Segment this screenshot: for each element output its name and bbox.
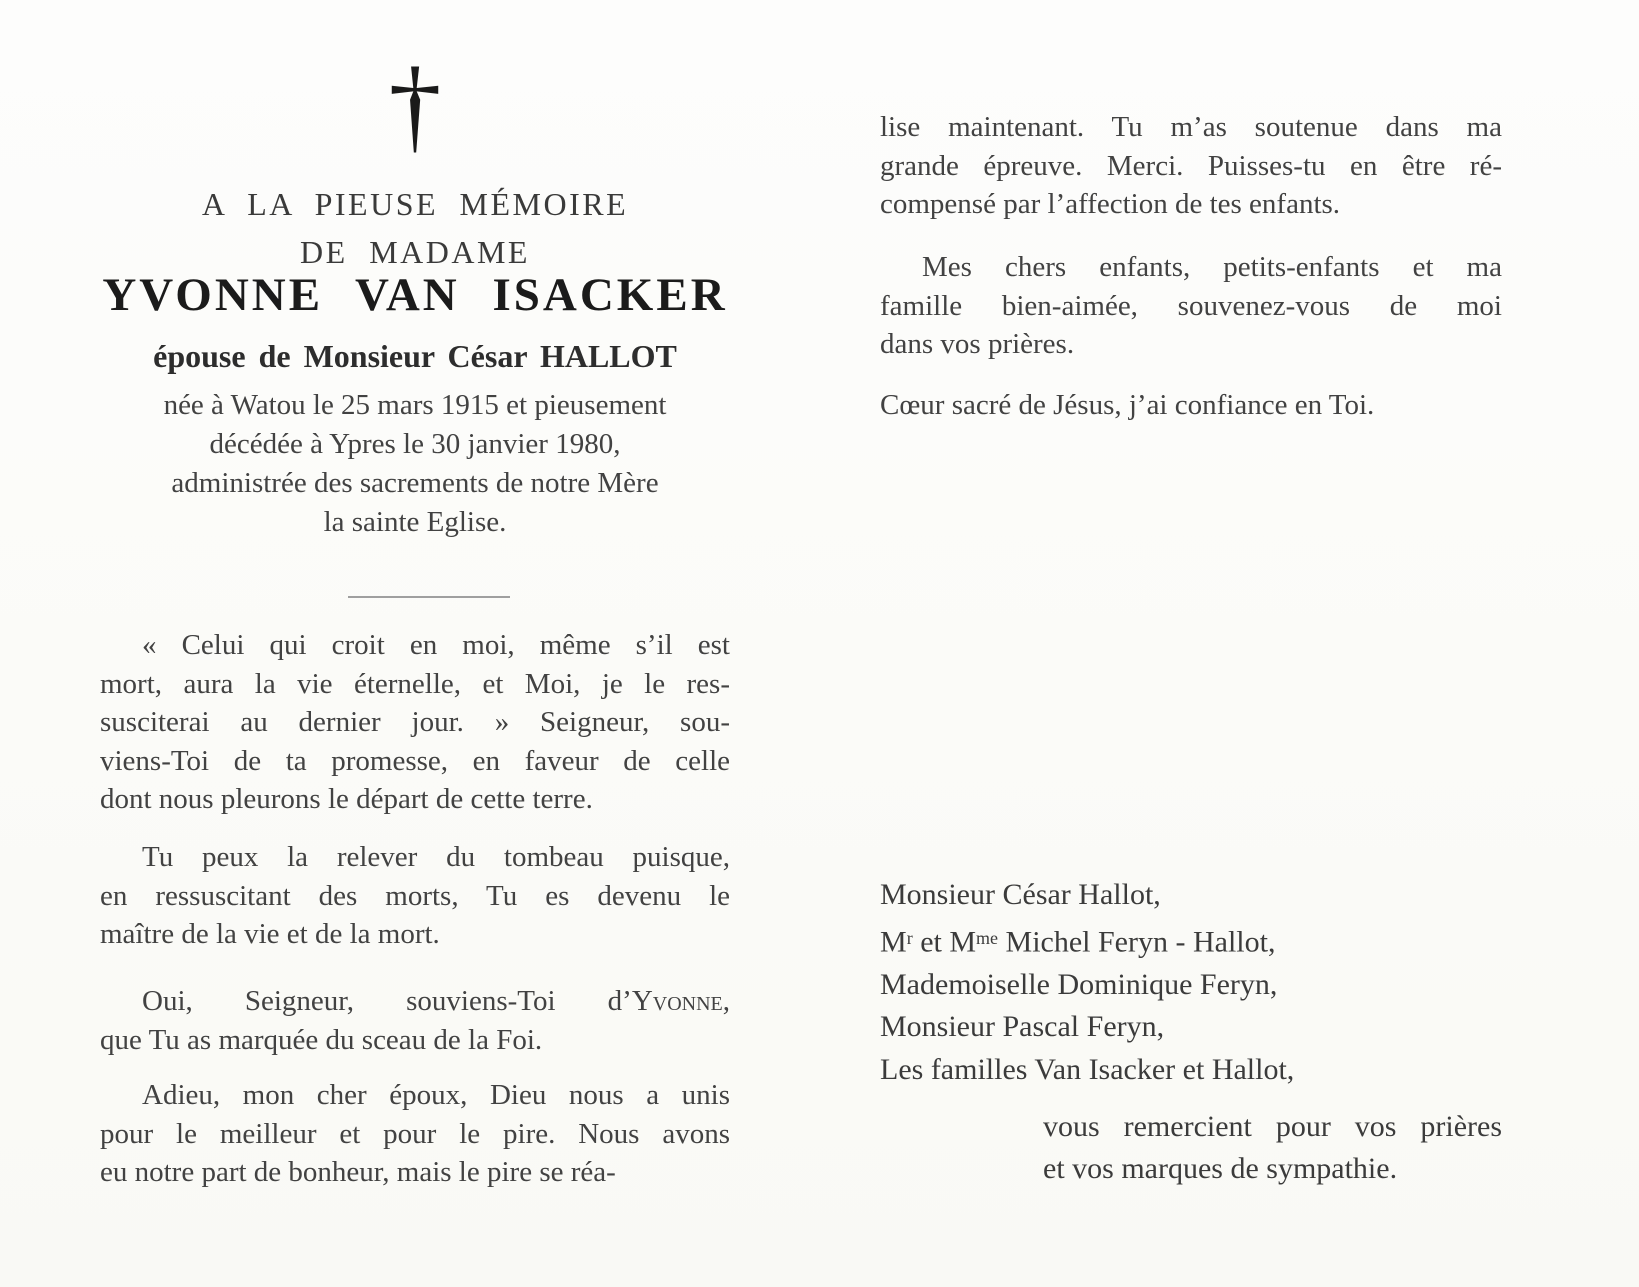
remember-paragraph: [100, 982, 730, 1059]
spouse-line: épouse de Monsieur César HALLOT: [153, 338, 677, 374]
text-line: mort, aura la vie éternelle, et Moi, je le res-: [100, 667, 730, 700]
sacred-heart-line: Cœur sacré de Jésus, j’ai confiance en Toi.: [880, 389, 1375, 421]
memorial-heading-line2: DE MADAME: [300, 234, 530, 270]
text-line: Adieu, mon cher époux, Dieu nous a unis: [142, 1079, 730, 1111]
tomb-paragraph: [100, 838, 730, 954]
text-line: [100, 982, 730, 1021]
text-line: lise maintenant. Tu m’as soutenue dans ma: [880, 111, 1502, 143]
honorific-superscript: r: [906, 927, 913, 948]
deceased-first-name: Yvonne: [631, 985, 723, 1017]
text-line: administrée des sacrements de notre Mère: [171, 467, 659, 499]
honorific-abbrev: M: [880, 925, 907, 959]
scripture-quote-paragraph: [100, 626, 730, 819]
text-line: compensé par l’affection de tes enfants.: [880, 188, 1341, 220]
text-line: et vos marques de sympathie.: [1043, 1152, 1398, 1185]
text-span: et M: [912, 925, 977, 959]
farewell-paragraph: [100, 1076, 730, 1192]
deceased-name: YVONNE VAN ISACKER: [102, 269, 728, 321]
mourners-list: [880, 874, 1502, 1091]
text-line: décédée à Ypres le 30 janvier 1980,: [209, 428, 621, 460]
text-line: « Celui qui croit en moi, même s’il est: [142, 629, 730, 661]
left-page: [100, 0, 730, 1287]
text-line: dans vos prières.: [880, 328, 1075, 360]
mourner-name: [880, 917, 1502, 964]
text-span: ,: [722, 985, 730, 1017]
text-line: vous remercient pour vos prières: [1043, 1110, 1502, 1143]
text-line: Mes chers enfants, petits-enfants et ma: [922, 251, 1502, 283]
text-line: Tu peux la relever du tombeau puisque,: [142, 841, 730, 873]
text-line: en ressuscitant des morts, Tu es devenu le: [100, 879, 730, 912]
mourner-name: Monsieur Pascal Feryn,: [880, 1010, 1165, 1044]
honorific-superscript: me: [976, 927, 999, 948]
mourner-name: Les familles Van Isacker et Hallot,: [880, 1052, 1295, 1086]
text-line: famille bien-aimée, souvenez-vous de moi: [880, 289, 1502, 322]
text-span: Michel Feryn - Hallot,: [998, 925, 1276, 959]
divider-rule: [348, 596, 510, 598]
text-line: maître de la vie et de la mort.: [100, 918, 440, 950]
memorial-heading-line1: A LA PIEUSE MÉMOIRE: [201, 186, 629, 222]
latin-cross-icon: †: [388, 46, 442, 163]
life-dates-block: [100, 386, 730, 542]
text-line: la sainte Eglise.: [323, 506, 507, 538]
text-line: que Tu as marquée du sceau de la Foi.: [100, 1023, 543, 1056]
continuation-paragraph: [880, 108, 1502, 224]
mourner-name: Monsieur César Hallot,: [880, 878, 1161, 911]
thanks-block: [1043, 1106, 1502, 1190]
text-line: pour le meilleur et pour le pire. Nous avons: [100, 1117, 730, 1150]
children-paragraph: [880, 248, 1502, 364]
text-line: née à Watou le 25 mars 1915 et pieusement: [163, 389, 667, 421]
mourner-name: Mademoiselle Dominique Feryn,: [880, 967, 1278, 1001]
text-line: susciterai au dernier jour. » Seigneur, sou-: [100, 706, 730, 738]
text-span: Oui, Seigneur, souviens-Toi d’: [142, 985, 632, 1017]
text-line: dont nous pleurons le départ de cette terre.: [100, 783, 593, 815]
text-line: grande épreuve. Merci. Puisses-tu en être ré-: [880, 149, 1502, 182]
text-line: viens-Toi de ta promesse, en faveur de celle: [100, 744, 730, 777]
text-line: eu notre part de bonheur, mais le pire se réa-: [100, 1156, 616, 1188]
right-page: [880, 0, 1502, 1287]
